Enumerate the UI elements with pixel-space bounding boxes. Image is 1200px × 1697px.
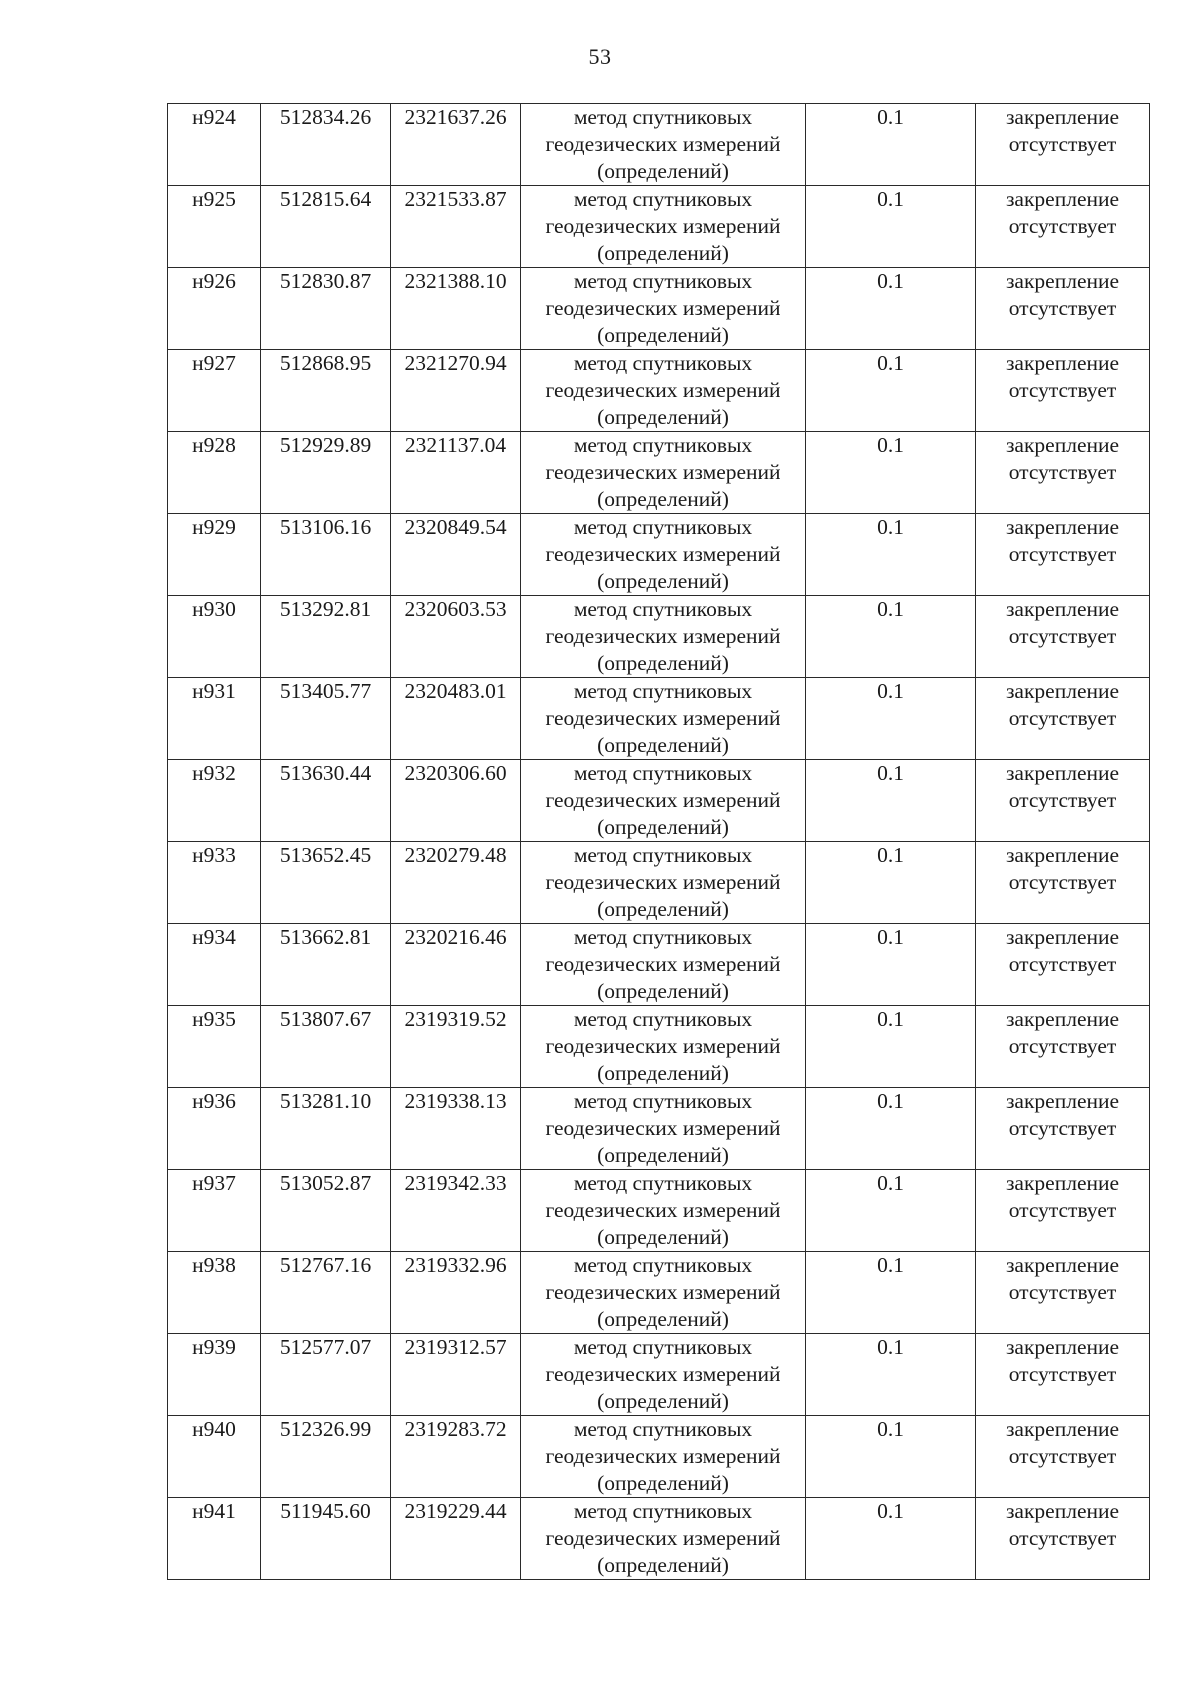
fixing-line: закрепление bbox=[1005, 597, 1120, 621]
point-id-cell: н927 bbox=[168, 350, 261, 432]
fixing-line: отсутствует bbox=[1008, 1034, 1117, 1058]
y-coordinate-cell: 2319283.72 bbox=[391, 1416, 521, 1498]
point-id-cell: н930 bbox=[168, 596, 261, 678]
method-line: геодезических измерений bbox=[545, 1116, 781, 1140]
accuracy-cell: 0.1 bbox=[806, 842, 976, 924]
accuracy-cell: 0.1 bbox=[806, 104, 976, 186]
fixing-line: отсутствует bbox=[1008, 788, 1117, 812]
method-line: геодезических измерений bbox=[545, 706, 781, 730]
fixing-line: отсутствует bbox=[1008, 1280, 1117, 1304]
y-coordinate-cell: 2321388.10 bbox=[391, 268, 521, 350]
table-row bbox=[168, 514, 1150, 596]
y-coordinate-cell: 2319229.44 bbox=[391, 1498, 521, 1580]
method-line: (определений) bbox=[597, 1471, 729, 1495]
method-line: (определений) bbox=[597, 1225, 729, 1249]
fixing-cell bbox=[976, 1006, 1150, 1088]
fixing-cell bbox=[976, 514, 1150, 596]
fixing-line: закрепление bbox=[1005, 269, 1120, 293]
table-row bbox=[168, 1334, 1150, 1416]
x-coordinate-cell: 513405.77 bbox=[261, 678, 391, 760]
x-coordinate-cell: 512767.16 bbox=[261, 1252, 391, 1334]
fixing-line: отсутствует bbox=[1008, 1444, 1117, 1468]
fixing-line: закрепление bbox=[1005, 351, 1120, 375]
point-id-cell: н932 bbox=[168, 760, 261, 842]
accuracy-cell: 0.1 bbox=[806, 596, 976, 678]
y-coordinate-cell: 2321270.94 bbox=[391, 350, 521, 432]
fixing-line: закрепление bbox=[1005, 925, 1120, 949]
y-coordinate-cell: 2321637.26 bbox=[391, 104, 521, 186]
fixing-cell bbox=[976, 1334, 1150, 1416]
y-coordinate-cell: 2320216.46 bbox=[391, 924, 521, 1006]
y-coordinate-cell: 2319319.52 bbox=[391, 1006, 521, 1088]
method-line: (определений) bbox=[597, 651, 729, 675]
method-line: метод спутниковых bbox=[573, 1417, 753, 1441]
fixing-line: отсутствует bbox=[1008, 1526, 1117, 1550]
method-line: метод спутниковых bbox=[573, 515, 753, 539]
table-row bbox=[168, 760, 1150, 842]
point-id-cell: н941 bbox=[168, 1498, 261, 1580]
method-line: геодезических измерений bbox=[545, 296, 781, 320]
table-row bbox=[168, 1170, 1150, 1252]
y-coordinate-cell: 2321137.04 bbox=[391, 432, 521, 514]
accuracy-cell: 0.1 bbox=[806, 432, 976, 514]
method-cell bbox=[521, 1170, 806, 1252]
x-coordinate-cell: 512929.89 bbox=[261, 432, 391, 514]
table-row bbox=[168, 268, 1150, 350]
method-cell bbox=[521, 186, 806, 268]
table-row bbox=[168, 1252, 1150, 1334]
method-line: (определений) bbox=[597, 979, 729, 1003]
method-cell bbox=[521, 268, 806, 350]
method-line: метод спутниковых bbox=[573, 1253, 753, 1277]
method-line: метод спутниковых bbox=[573, 269, 753, 293]
fixing-line: отсутствует bbox=[1008, 706, 1117, 730]
fixing-line: отсутствует bbox=[1008, 1198, 1117, 1222]
method-line: геодезических измерений bbox=[545, 1280, 781, 1304]
y-coordinate-cell: 2320603.53 bbox=[391, 596, 521, 678]
point-id-cell: н931 bbox=[168, 678, 261, 760]
method-line: метод спутниковых bbox=[573, 597, 753, 621]
fixing-line: закрепление bbox=[1005, 1089, 1120, 1113]
fixing-line: закрепление bbox=[1005, 1417, 1120, 1441]
method-line: (определений) bbox=[597, 241, 729, 265]
x-coordinate-cell: 512834.26 bbox=[261, 104, 391, 186]
method-line: геодезических измерений bbox=[545, 1444, 781, 1468]
method-cell bbox=[521, 1334, 806, 1416]
method-cell bbox=[521, 1416, 806, 1498]
method-line: (определений) bbox=[597, 569, 729, 593]
y-coordinate-cell: 2320279.48 bbox=[391, 842, 521, 924]
method-cell bbox=[521, 924, 806, 1006]
fixing-cell bbox=[976, 350, 1150, 432]
fixing-line: закрепление bbox=[1005, 761, 1120, 785]
method-line: метод спутниковых bbox=[573, 351, 753, 375]
method-line: (определений) bbox=[597, 733, 729, 757]
fixing-cell bbox=[976, 924, 1150, 1006]
x-coordinate-cell: 513652.45 bbox=[261, 842, 391, 924]
method-cell bbox=[521, 1088, 806, 1170]
method-cell bbox=[521, 1006, 806, 1088]
x-coordinate-cell: 512326.99 bbox=[261, 1416, 391, 1498]
accuracy-cell: 0.1 bbox=[806, 186, 976, 268]
point-id-cell: н933 bbox=[168, 842, 261, 924]
fixing-line: закрепление bbox=[1005, 515, 1120, 539]
accuracy-cell: 0.1 bbox=[806, 514, 976, 596]
fixing-line: отсутствует bbox=[1008, 132, 1117, 156]
table-row bbox=[168, 1088, 1150, 1170]
fixing-cell bbox=[976, 1416, 1150, 1498]
fixing-line: закрепление bbox=[1005, 105, 1120, 129]
method-line: геодезических измерений bbox=[545, 214, 781, 238]
method-line: метод спутниковых bbox=[573, 1089, 753, 1113]
y-coordinate-cell: 2320483.01 bbox=[391, 678, 521, 760]
fixing-cell bbox=[976, 596, 1150, 678]
x-coordinate-cell: 513106.16 bbox=[261, 514, 391, 596]
accuracy-cell: 0.1 bbox=[806, 1088, 976, 1170]
method-line: метод спутниковых bbox=[573, 433, 753, 457]
point-id-cell: н924 bbox=[168, 104, 261, 186]
method-line: метод спутниковых bbox=[573, 1007, 753, 1031]
fixing-line: отсутствует bbox=[1008, 1362, 1117, 1386]
method-line: метод спутниковых bbox=[573, 187, 753, 211]
method-cell bbox=[521, 678, 806, 760]
fixing-cell bbox=[976, 1170, 1150, 1252]
fixing-line: отсутствует bbox=[1008, 214, 1117, 238]
method-line: (определений) bbox=[597, 1061, 729, 1085]
table-row bbox=[168, 596, 1150, 678]
method-line: геодезических измерений bbox=[545, 460, 781, 484]
method-line: метод спутниковых bbox=[573, 105, 753, 129]
accuracy-cell: 0.1 bbox=[806, 760, 976, 842]
method-line: (определений) bbox=[597, 1553, 729, 1577]
y-coordinate-cell: 2319312.57 bbox=[391, 1334, 521, 1416]
point-id-cell: н929 bbox=[168, 514, 261, 596]
accuracy-cell: 0.1 bbox=[806, 678, 976, 760]
x-coordinate-cell: 513662.81 bbox=[261, 924, 391, 1006]
method-line: метод спутниковых bbox=[573, 761, 753, 785]
accuracy-cell: 0.1 bbox=[806, 1498, 976, 1580]
method-line: геодезических измерений bbox=[545, 1198, 781, 1222]
fixing-cell bbox=[976, 678, 1150, 760]
fixing-cell bbox=[976, 842, 1150, 924]
fixing-cell bbox=[976, 1088, 1150, 1170]
method-line: геодезических измерений bbox=[545, 624, 781, 648]
method-line: геодезических измерений bbox=[545, 542, 781, 566]
accuracy-cell: 0.1 bbox=[806, 1252, 976, 1334]
accuracy-cell: 0.1 bbox=[806, 1416, 976, 1498]
fixing-cell bbox=[976, 432, 1150, 514]
x-coordinate-cell: 513052.87 bbox=[261, 1170, 391, 1252]
method-line: геодезических измерений bbox=[545, 378, 781, 402]
point-id-cell: н925 bbox=[168, 186, 261, 268]
method-cell bbox=[521, 350, 806, 432]
table-row bbox=[168, 842, 1150, 924]
point-id-cell: н926 bbox=[168, 268, 261, 350]
x-coordinate-cell: 513281.10 bbox=[261, 1088, 391, 1170]
accuracy-cell: 0.1 bbox=[806, 350, 976, 432]
fixing-line: закрепление bbox=[1005, 187, 1120, 211]
method-line: (определений) bbox=[597, 159, 729, 183]
method-line: метод спутниковых bbox=[573, 843, 753, 867]
method-cell bbox=[521, 596, 806, 678]
method-line: геодезических измерений bbox=[545, 1526, 781, 1550]
fixing-line: закрепление bbox=[1005, 1171, 1120, 1195]
method-line: геодезических измерений bbox=[545, 952, 781, 976]
point-id-cell: н936 bbox=[168, 1088, 261, 1170]
method-line: (определений) bbox=[597, 487, 729, 511]
fixing-line: закрепление bbox=[1005, 843, 1120, 867]
page-number: 53 bbox=[588, 44, 612, 69]
method-line: (определений) bbox=[597, 1389, 729, 1413]
x-coordinate-cell: 511945.60 bbox=[261, 1498, 391, 1580]
y-coordinate-cell: 2321533.87 bbox=[391, 186, 521, 268]
method-line: метод спутниковых bbox=[573, 1171, 753, 1195]
fixing-line: отсутствует bbox=[1008, 1116, 1117, 1140]
accuracy-cell: 0.1 bbox=[806, 1170, 976, 1252]
table-row bbox=[168, 1006, 1150, 1088]
fixing-cell bbox=[976, 1252, 1150, 1334]
x-coordinate-cell: 512830.87 bbox=[261, 268, 391, 350]
fixing-line: отсутствует bbox=[1008, 296, 1117, 320]
table-row bbox=[168, 1416, 1150, 1498]
coordinates-table-body bbox=[168, 104, 1150, 1580]
accuracy-cell: 0.1 bbox=[806, 924, 976, 1006]
method-line: геодезических измерений bbox=[545, 788, 781, 812]
fixing-line: отсутствует bbox=[1008, 624, 1117, 648]
fixing-line: закрепление bbox=[1005, 1253, 1120, 1277]
y-coordinate-cell: 2319342.33 bbox=[391, 1170, 521, 1252]
method-cell bbox=[521, 842, 806, 924]
x-coordinate-cell: 513292.81 bbox=[261, 596, 391, 678]
method-line: метод спутниковых bbox=[573, 925, 753, 949]
method-line: (определений) bbox=[597, 1143, 729, 1167]
method-cell bbox=[521, 514, 806, 596]
fixing-line: отсутствует bbox=[1008, 952, 1117, 976]
table-row bbox=[168, 186, 1150, 268]
method-cell bbox=[521, 760, 806, 842]
x-coordinate-cell: 512868.95 bbox=[261, 350, 391, 432]
fixing-cell bbox=[976, 186, 1150, 268]
point-id-cell: н934 bbox=[168, 924, 261, 1006]
method-cell bbox=[521, 1498, 806, 1580]
fixing-line: отсутствует bbox=[1008, 870, 1117, 894]
x-coordinate-cell: 512815.64 bbox=[261, 186, 391, 268]
fixing-line: закрепление bbox=[1005, 1335, 1120, 1359]
table-row bbox=[168, 678, 1150, 760]
accuracy-cell: 0.1 bbox=[806, 268, 976, 350]
y-coordinate-cell: 2320849.54 bbox=[391, 514, 521, 596]
x-coordinate-cell: 513807.67 bbox=[261, 1006, 391, 1088]
method-line: (определений) bbox=[597, 323, 729, 347]
fixing-line: отсутствует bbox=[1008, 378, 1117, 402]
y-coordinate-cell: 2320306.60 bbox=[391, 760, 521, 842]
y-coordinate-cell: 2319338.13 bbox=[391, 1088, 521, 1170]
method-line: геодезических измерений bbox=[545, 870, 781, 894]
table-row bbox=[168, 432, 1150, 514]
point-id-cell: н935 bbox=[168, 1006, 261, 1088]
accuracy-cell: 0.1 bbox=[806, 1334, 976, 1416]
fixing-cell bbox=[976, 104, 1150, 186]
fixing-line: закрепление bbox=[1005, 1007, 1120, 1031]
point-id-cell: н940 bbox=[168, 1416, 261, 1498]
method-line: метод спутниковых bbox=[573, 1335, 753, 1359]
fixing-cell bbox=[976, 1498, 1150, 1580]
method-line: геодезических измерений bbox=[545, 1362, 781, 1386]
fixing-line: закрепление bbox=[1005, 1499, 1120, 1523]
method-line: (определений) bbox=[597, 815, 729, 839]
y-coordinate-cell: 2319332.96 bbox=[391, 1252, 521, 1334]
method-cell bbox=[521, 104, 806, 186]
fixing-line: закрепление bbox=[1005, 679, 1120, 703]
method-line: (определений) bbox=[597, 405, 729, 429]
point-id-cell: н939 bbox=[168, 1334, 261, 1416]
fixing-line: закрепление bbox=[1005, 433, 1120, 457]
table-row bbox=[168, 104, 1150, 186]
point-id-cell: н938 bbox=[168, 1252, 261, 1334]
method-line: метод спутниковых bbox=[573, 679, 753, 703]
method-line: (определений) bbox=[597, 1307, 729, 1331]
fixing-cell bbox=[976, 268, 1150, 350]
method-cell bbox=[521, 432, 806, 514]
table-row bbox=[168, 924, 1150, 1006]
point-id-cell: н928 bbox=[168, 432, 261, 514]
method-line: (определений) bbox=[597, 897, 729, 921]
fixing-cell bbox=[976, 760, 1150, 842]
fixing-line: отсутствует bbox=[1008, 460, 1117, 484]
point-id-cell: н937 bbox=[168, 1170, 261, 1252]
table-row bbox=[168, 1498, 1150, 1580]
fixing-line: отсутствует bbox=[1008, 542, 1117, 566]
accuracy-cell: 0.1 bbox=[806, 1006, 976, 1088]
coordinates-table bbox=[167, 103, 1150, 1580]
method-line: геодезических измерений bbox=[545, 1034, 781, 1058]
method-line: геодезических измерений bbox=[545, 132, 781, 156]
table-row bbox=[168, 350, 1150, 432]
method-line: метод спутниковых bbox=[573, 1499, 753, 1523]
method-cell bbox=[521, 1252, 806, 1334]
x-coordinate-cell: 513630.44 bbox=[261, 760, 391, 842]
x-coordinate-cell: 512577.07 bbox=[261, 1334, 391, 1416]
